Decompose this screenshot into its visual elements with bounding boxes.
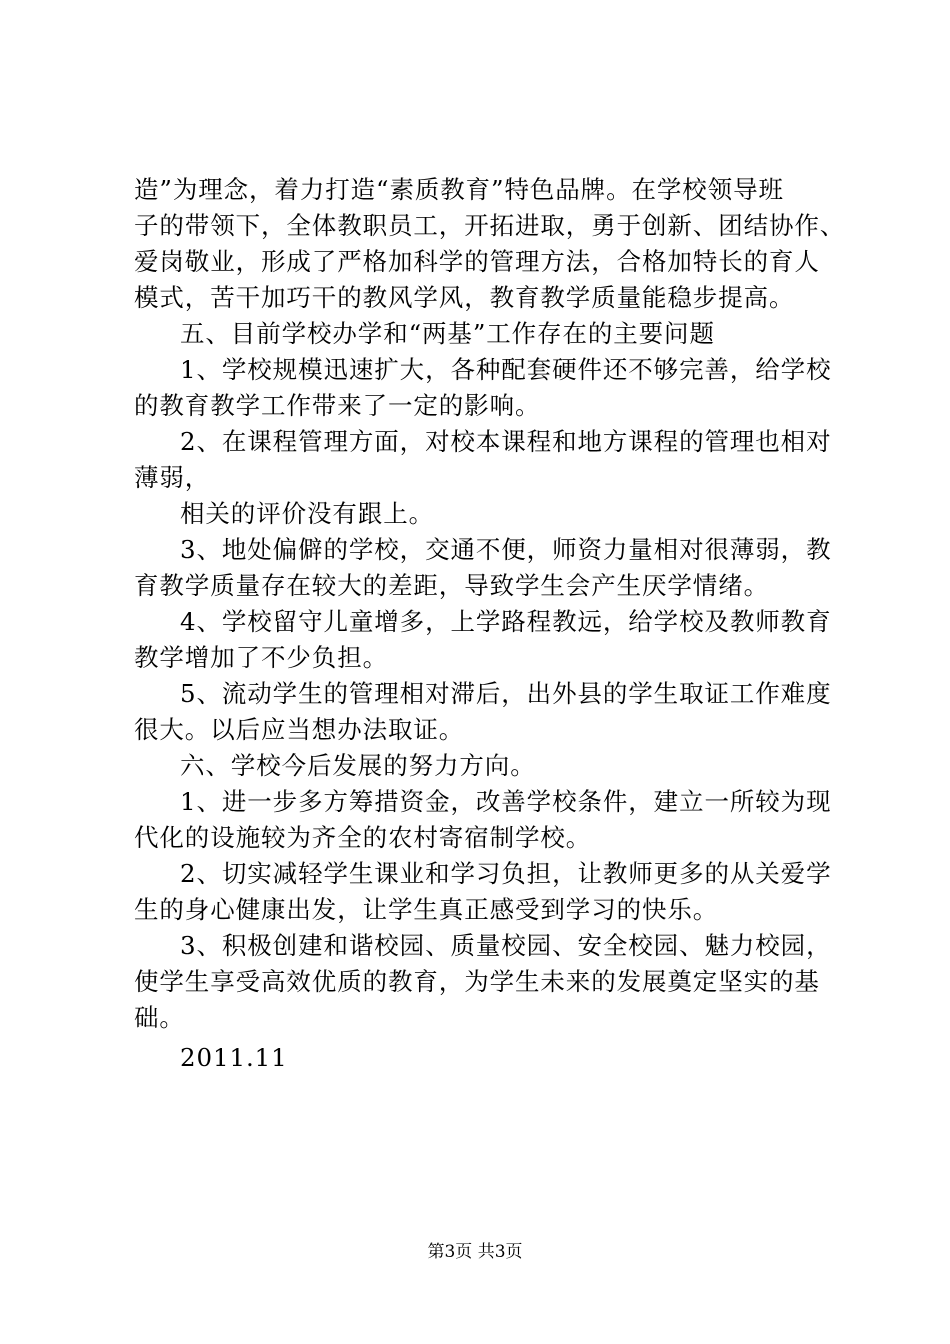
text-line: 模式，苦干加巧干的教风学风，教育教学质量能稳步提高。 bbox=[134, 283, 795, 312]
text-line: 代化的设施较为齐全的农村寄宿制学校。 bbox=[134, 823, 592, 852]
document-body bbox=[134, 172, 846, 1076]
text-line: 础。 bbox=[134, 1003, 185, 1032]
text-line: 相关的评价没有跟上。 bbox=[180, 499, 434, 528]
text-line: 造”为理念，着力打造“素质教育”特色品牌。在学校领导班 bbox=[134, 175, 784, 204]
paragraph-lines bbox=[134, 172, 846, 1036]
text-line: 1、学校规模迅速扩大，各种配套硬件还不够完善，给学校 bbox=[180, 355, 832, 384]
text-line: 2、在课程管理方面，对校本课程和地方课程的管理也相对 bbox=[180, 427, 832, 456]
text-line: 4、学校留守儿童增多，上学路程教远，给学校及教师教育 bbox=[180, 607, 832, 636]
text-line: 3、地处偏僻的学校，交通不便，师资力量相对很薄弱，教 bbox=[180, 535, 832, 564]
text-line: 薄弱， bbox=[134, 463, 211, 492]
text-line: 3、积极创建和谐校园、质量校园、安全校园、魅力校园， bbox=[180, 931, 832, 960]
text-line: 5、流动学生的管理相对滞后，出外县的学生取证工作难度 bbox=[180, 679, 832, 708]
text-line: 2、切实减轻学生课业和学习负担，让教师更多的从关爱学 bbox=[180, 859, 832, 888]
text-line: 子的带领下，全体教职员工，开拓进取，勇于创新、团结协作、 bbox=[134, 211, 846, 240]
document-date: 2011.11 bbox=[180, 1043, 288, 1072]
text-line: 六、学校今后发展的努力方向。 bbox=[180, 751, 536, 780]
text-line: 1、进一步多方筹措资金，改善学校条件，建立一所较为现 bbox=[180, 787, 832, 816]
text-line: 爱岗敬业，形成了严格加科学的管理方法，合格加特长的育人 bbox=[134, 247, 820, 276]
text-line: 使学生享受高效优质的教育，为学生未来的发展奠定坚实的基 bbox=[134, 967, 820, 996]
text-line: 生的身心健康出发，让学生真正感受到学习的快乐。 bbox=[134, 895, 719, 924]
text-line: 的教育教学工作带来了一定的影响。 bbox=[134, 391, 541, 420]
text-line: 教学增加了不少负担。 bbox=[134, 643, 388, 672]
page-footer: 第3页 共3页 bbox=[427, 1242, 523, 1262]
text-line: 育教学质量存在较大的差距，导致学生会产生厌学情绪。 bbox=[134, 571, 769, 600]
text-line: 五、目前学校办学和“两基”工作存在的主要问题 bbox=[180, 319, 715, 348]
text-line: 很大。以后应当想办法取证。 bbox=[134, 715, 465, 744]
